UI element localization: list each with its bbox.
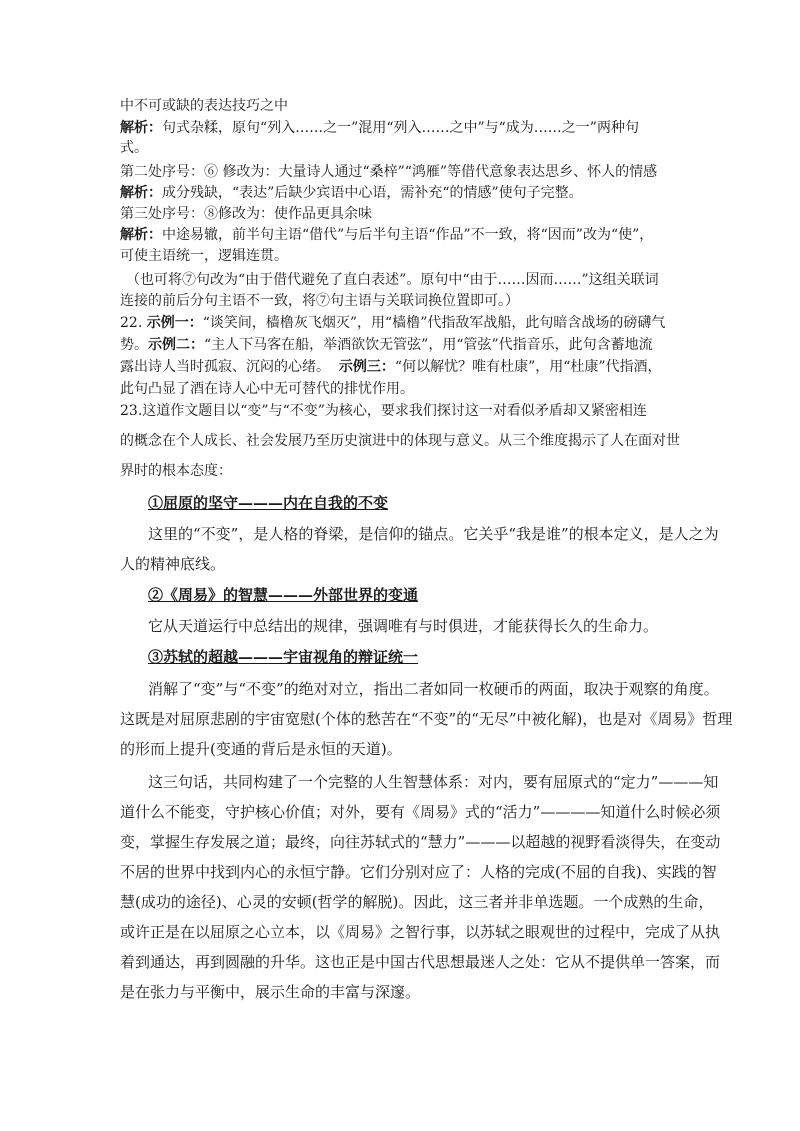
q21-analysis-1 <box>120 118 639 138</box>
q23-line-3: 界时的根本态度： <box>120 463 232 479</box>
analysis-text: 句式杂糅，原句“列入……之一”混用“列入……之中”与“成为……之一”两种句 <box>162 120 639 136</box>
example-text: 露出诗人当时孤寂、沉闷的心绪。 <box>120 359 330 375</box>
q23-line-2: 的概念在个人成长、社会发展乃至历史演进中的体现与意义。从三个维度揭示了人在面对世 <box>120 433 680 449</box>
q22-line-1 <box>120 313 665 333</box>
section-heading-2: ②《周易》的智慧———外部世界的变通 <box>148 586 419 604</box>
summary-line-3: 变，掌握生存发展之道；最终，向往苏轼式的“慧力”———以超越的视野看淡得失，在变动 <box>120 833 721 851</box>
q21-line-9: （也可将⑦句改为“由于借代避免了直白表述”。原句中“由于……因而……”这组关联词 <box>126 272 659 288</box>
q21-line-4: 第二处序号：⑥ 修改为：大量诗人通过“桑梓”“鸿雁”等借代意象表达思乡、怀人的情感 <box>120 164 658 180</box>
q22-line-2 <box>120 335 653 355</box>
q21-line-3: 式。 <box>120 140 148 156</box>
example-text: 势。 <box>120 337 148 353</box>
section-3-line-1: 消解了“变”与“不变”的绝对对立，指出二者如同一枚硬币的两面，取决于观察的角度。 <box>148 680 719 698</box>
summary-line-2: 道什么不能变，守护核心价值；对外，要有《周易》式的“活力”————知道什么时候必须 <box>120 803 721 821</box>
summary-line-8: 是在张力与平衡中，展示生命的丰富与深邃。 <box>120 983 421 1001</box>
analysis-text: 中途易辙，前半句主语“借代”与后半句主语“作品”不一致，将“因而”改为“使”， <box>162 227 654 243</box>
q22-line-3 <box>120 357 662 377</box>
q21-analysis-3 <box>120 225 653 245</box>
section-2-line-1: 它从天道运行中总结出的规律，强调唯有与时俱进，才能获得长久的生命力。 <box>148 617 659 635</box>
q21-line-6: 第三处序号：⑧修改为：使作品更具余味 <box>120 206 372 222</box>
example-label: 示例三： <box>338 359 395 375</box>
example-text: “主人下马客在船，举酒欲饮无管弦”，用“管弦”代指音乐，此句含蓄地流 <box>204 337 653 353</box>
analysis-text: 成分残缺，“表达”后缺少宾语中心语，需补充“的情感”使句子完整。 <box>162 185 583 201</box>
section-1-line-1: 这里的“不变”，是人格的脊梁，是信仰的锚点。它关乎“我是谁”的根本定义，是人之为 <box>148 525 719 543</box>
section-heading-1: ①屈原的坚守———内在自我的不变 <box>148 494 389 512</box>
q21-line-1: 中不可或缺的表达技巧之中 <box>120 98 288 114</box>
summary-line-7: 着到通达，再到圆融的升华。这也正是中国古代思想最迷人之处：它从不提供单一答案，而 <box>120 953 721 971</box>
section-3-line-2: 这既是对屈原悲剧的宇宙宽慰(个体的愁苦在“不变”的“无尽”中被化解)，也是对《周易》哲理 <box>120 710 733 728</box>
analysis-label: 解析： <box>120 185 162 201</box>
q21-line-8: 可使主语统一，逻辑连贯。 <box>120 248 288 264</box>
summary-line-5: 慧(成功的途径)、心灵的安顿(哲学的解脱)。因此，这三者并非单选题。一个成熟的生命， <box>120 893 714 911</box>
example-text: “何以解忧？唯有杜康”，用“杜康”代指酒， <box>394 359 662 375</box>
q21-analysis-2 <box>120 183 583 203</box>
analysis-label: 解析： <box>120 227 162 243</box>
section-heading-3: ③苏轼的超越———宇宙视角的辩证统一 <box>148 648 419 666</box>
analysis-label: 解析： <box>120 120 162 136</box>
section-1-line-2: 人的精神底线。 <box>120 555 226 573</box>
q22-number: 22. <box>120 315 143 331</box>
summary-line-6: 或许正是在以屈原之心立本，以《周易》之智行事，以苏轼之眼观世的过程中，完成了从执 <box>120 923 721 941</box>
q23-line-1: 23.这道作文题目以“变”与“不变”为核心，要求我们探讨这一对看似矛盾却又紧密相连 <box>120 403 647 419</box>
summary-line-4: 不居的世界中找到内心的永恒宁静。它们分别对应了：人格的完成(不屈的自我)、实践的智 <box>120 863 717 881</box>
example-label: 示例二： <box>148 337 204 353</box>
section-3-line-3: 的形而上提升(变通的背后是永恒的天道)。 <box>120 740 402 758</box>
example-text: “谈笑间，樯橹灰飞烟灭”，用“樯橹”代指敌军战船，此句暗含战场的磅礴气 <box>202 315 666 331</box>
q22-line-4: 此句凸显了酒在诗人心中无可替代的排忧作用。 <box>120 381 414 397</box>
summary-line-1: 这三句话，共同构建了一个完整的人生智慧体系：对内，要有屈原式的“定力”———知 <box>148 773 719 791</box>
example-label: 示例一： <box>146 315 203 331</box>
q21-line-10: 连接的前后分句主语不一致，将⑦句主语与关联词换位置即可。） <box>120 293 519 309</box>
